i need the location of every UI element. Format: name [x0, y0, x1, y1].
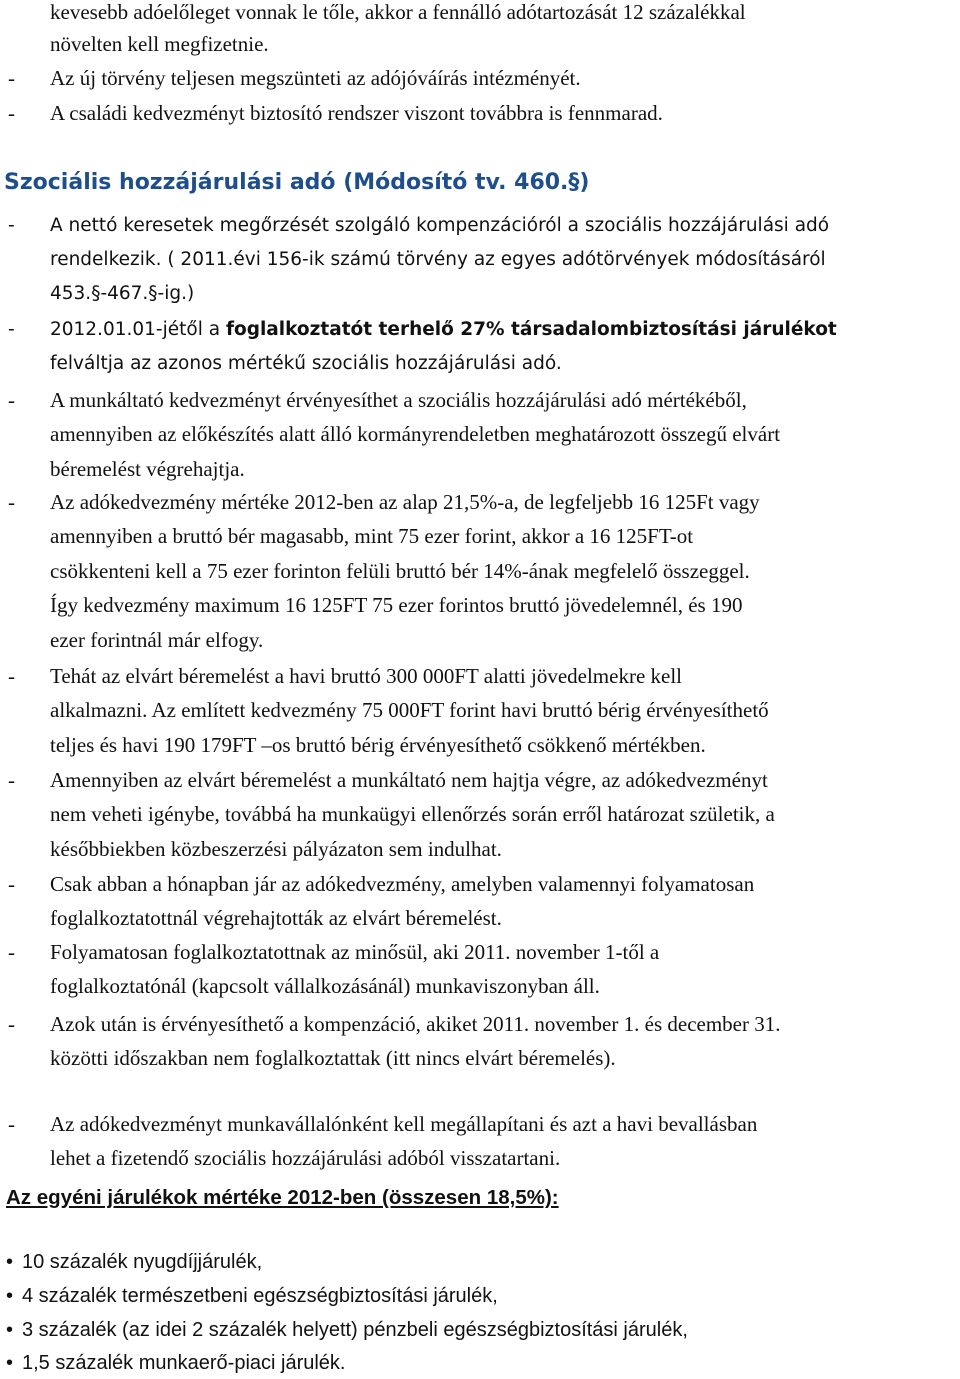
list-item-text: felváltja az azonos mértékű szociális hozzájárulási adó. — [50, 353, 562, 374]
list-item-text: Az új törvény teljesen megszünteti az adójóváírás intézményét. — [50, 66, 581, 90]
bullet-item — [6, 1285, 498, 1308]
list-item-text: lehet a fizetendő szociális hozzájárulási adóból visszatartani. — [50, 1146, 561, 1170]
list-item-text: csökkenteni kell a 75 ezer forinton felüli bruttó bér 14%-ának megfelelő összeggel. — [50, 559, 750, 583]
list-item-text: alkalmazni. Az említett kedvezmény 75 000FT forint havi bruttó bérig érvényesíthető — [50, 698, 769, 722]
dash-marker: - — [8, 664, 15, 688]
bullet-marker: • — [6, 1251, 14, 1273]
intro-line: kevesebb adóelőleget vonnak le tőle, akkor a fennálló adótartozását 12 százalékkal — [50, 0, 746, 24]
list-item-text: közötti időszakban nem foglalkoztattak (itt nincs elvárt béremelés). — [50, 1046, 616, 1070]
dash-marker: - — [8, 1112, 15, 1136]
bullet-marker: • — [6, 1285, 14, 1307]
bullet-marker: • — [6, 1319, 14, 1341]
list-item-text: Amennyiben az elvárt béremelést a munkáltató nem hajtja végre, az adókedvezményt — [50, 768, 768, 792]
list-item-text: A családi kedvezményt biztosító rendszer viszont továbbra is fennmarad. — [50, 101, 663, 125]
bullet-text: 4 százalék természetbeni egészségbiztosítási járulék, — [22, 1285, 498, 1307]
list-item-text: rendelkezik. ( 2011.évi 156-ik számú törvény az egyes adótörvények módosításáról — [50, 249, 826, 270]
date-text: 2012.01.01-jétől a — [50, 319, 226, 340]
list-item-text: Így kedvezmény maximum 16 125FT 75 ezer forintos bruttó jövedelemnél, és 190 — [50, 593, 743, 617]
list-item-text: Tehát az elvárt béremelést a havi bruttó 300 000FT alatti jövedelmekre kell — [50, 664, 682, 688]
list-item-text: béremelést végrehajtja. — [50, 457, 245, 481]
list-item-text: nem veheti igénybe, továbbá ha munkaügyi ellenőrzés során erről határozat születik, a — [50, 802, 775, 826]
dash-marker: - — [8, 768, 15, 792]
section-heading: Szociális hozzájárulási adó (Módosító tv. 460.§) — [4, 170, 590, 195]
bullet-item — [6, 1352, 346, 1375]
list-item-text: A munkáltató kedvezményt érvényesíthet a szociális hozzájárulási adó mértékéből, — [50, 388, 747, 412]
dash-marker: - — [8, 1012, 15, 1036]
list-item-text: foglalkoztatottnál végrehajtották az elvárt béremelést. — [50, 906, 502, 930]
list-item-text: Csak abban a hónapban jár az adókedvezmény, amelyben valamennyi folyamatosan — [50, 872, 755, 896]
bullet-marker: • — [6, 1352, 14, 1374]
dash-marker: - — [8, 940, 15, 964]
list-item-text: foglalkoztatónál (kapcsolt vállalkozásánál) munkaviszonyban áll. — [50, 974, 600, 998]
bullet-text: 10 százalék nyugdíjjárulék, — [22, 1251, 263, 1273]
dash-marker: - — [8, 101, 15, 125]
intro-line: növelten kell megfizetnie. — [50, 32, 269, 56]
list-item-text: Az adókedvezményt munkavállalónként kell megállapítani és azt a havi bevallásban — [50, 1112, 758, 1136]
bullet-text: 3 százalék (az idei 2 százalék helyett) pénzbeli egészségbiztosítási járulék, — [22, 1319, 688, 1341]
dash-marker: - — [8, 388, 15, 412]
dash-marker: - — [8, 215, 15, 236]
list-item-text: Az adókedvezmény mértéke 2012-ben az alap 21,5%-a, de legfeljebb 16 125Ft vagy — [50, 490, 760, 514]
list-item-text: 453.§-467.§-ig.) — [50, 283, 195, 304]
list-item-text — [50, 316, 837, 344]
emphasis-text: foglalkoztatót terhelő 27% társadalombiztosítási járulékot — [225, 319, 837, 340]
bullet-item — [6, 1319, 688, 1342]
bullet-item — [6, 1251, 262, 1274]
dash-marker: - — [8, 319, 15, 340]
dash-marker: - — [8, 66, 15, 90]
section-heading: Az egyéni járulékok mértéke 2012-ben (összesen 18,5%): — [6, 1186, 559, 1209]
dash-marker: - — [8, 872, 15, 896]
list-item-text: teljes és havi 190 179FT –os bruttó bérig érvényesíthető csökkenő mértékben. — [50, 733, 706, 757]
list-item-text: Azok után is érvényesíthető a kompenzáció, akiket 2011. november 1. és december 31. — [50, 1012, 781, 1036]
dash-marker: - — [8, 490, 15, 514]
list-item-text: amennyiben az előkészítés alatt álló kormányrendeletben meghatározott összegű elvárt — [50, 422, 781, 446]
list-item-text: későbbiekben közbeszerzési pályázaton sem indulhat. — [50, 837, 502, 861]
bullet-text: 1,5 százalék munkaerő-piaci járulék. — [22, 1352, 346, 1374]
list-item-text: ezer forintnál már elfogy. — [50, 628, 264, 652]
list-item-text: amennyiben a bruttó bér magasabb, mint 75 ezer forint, akkor a 16 125FT-ot — [50, 524, 694, 548]
list-item-text: Folyamatosan foglalkoztatottnak az minősül, aki 2011. november 1-től a — [50, 940, 660, 964]
list-item-text: A nettó keresetek megőrzését szolgáló kompenzációról a szociális hozzájárulási adó — [50, 215, 830, 236]
